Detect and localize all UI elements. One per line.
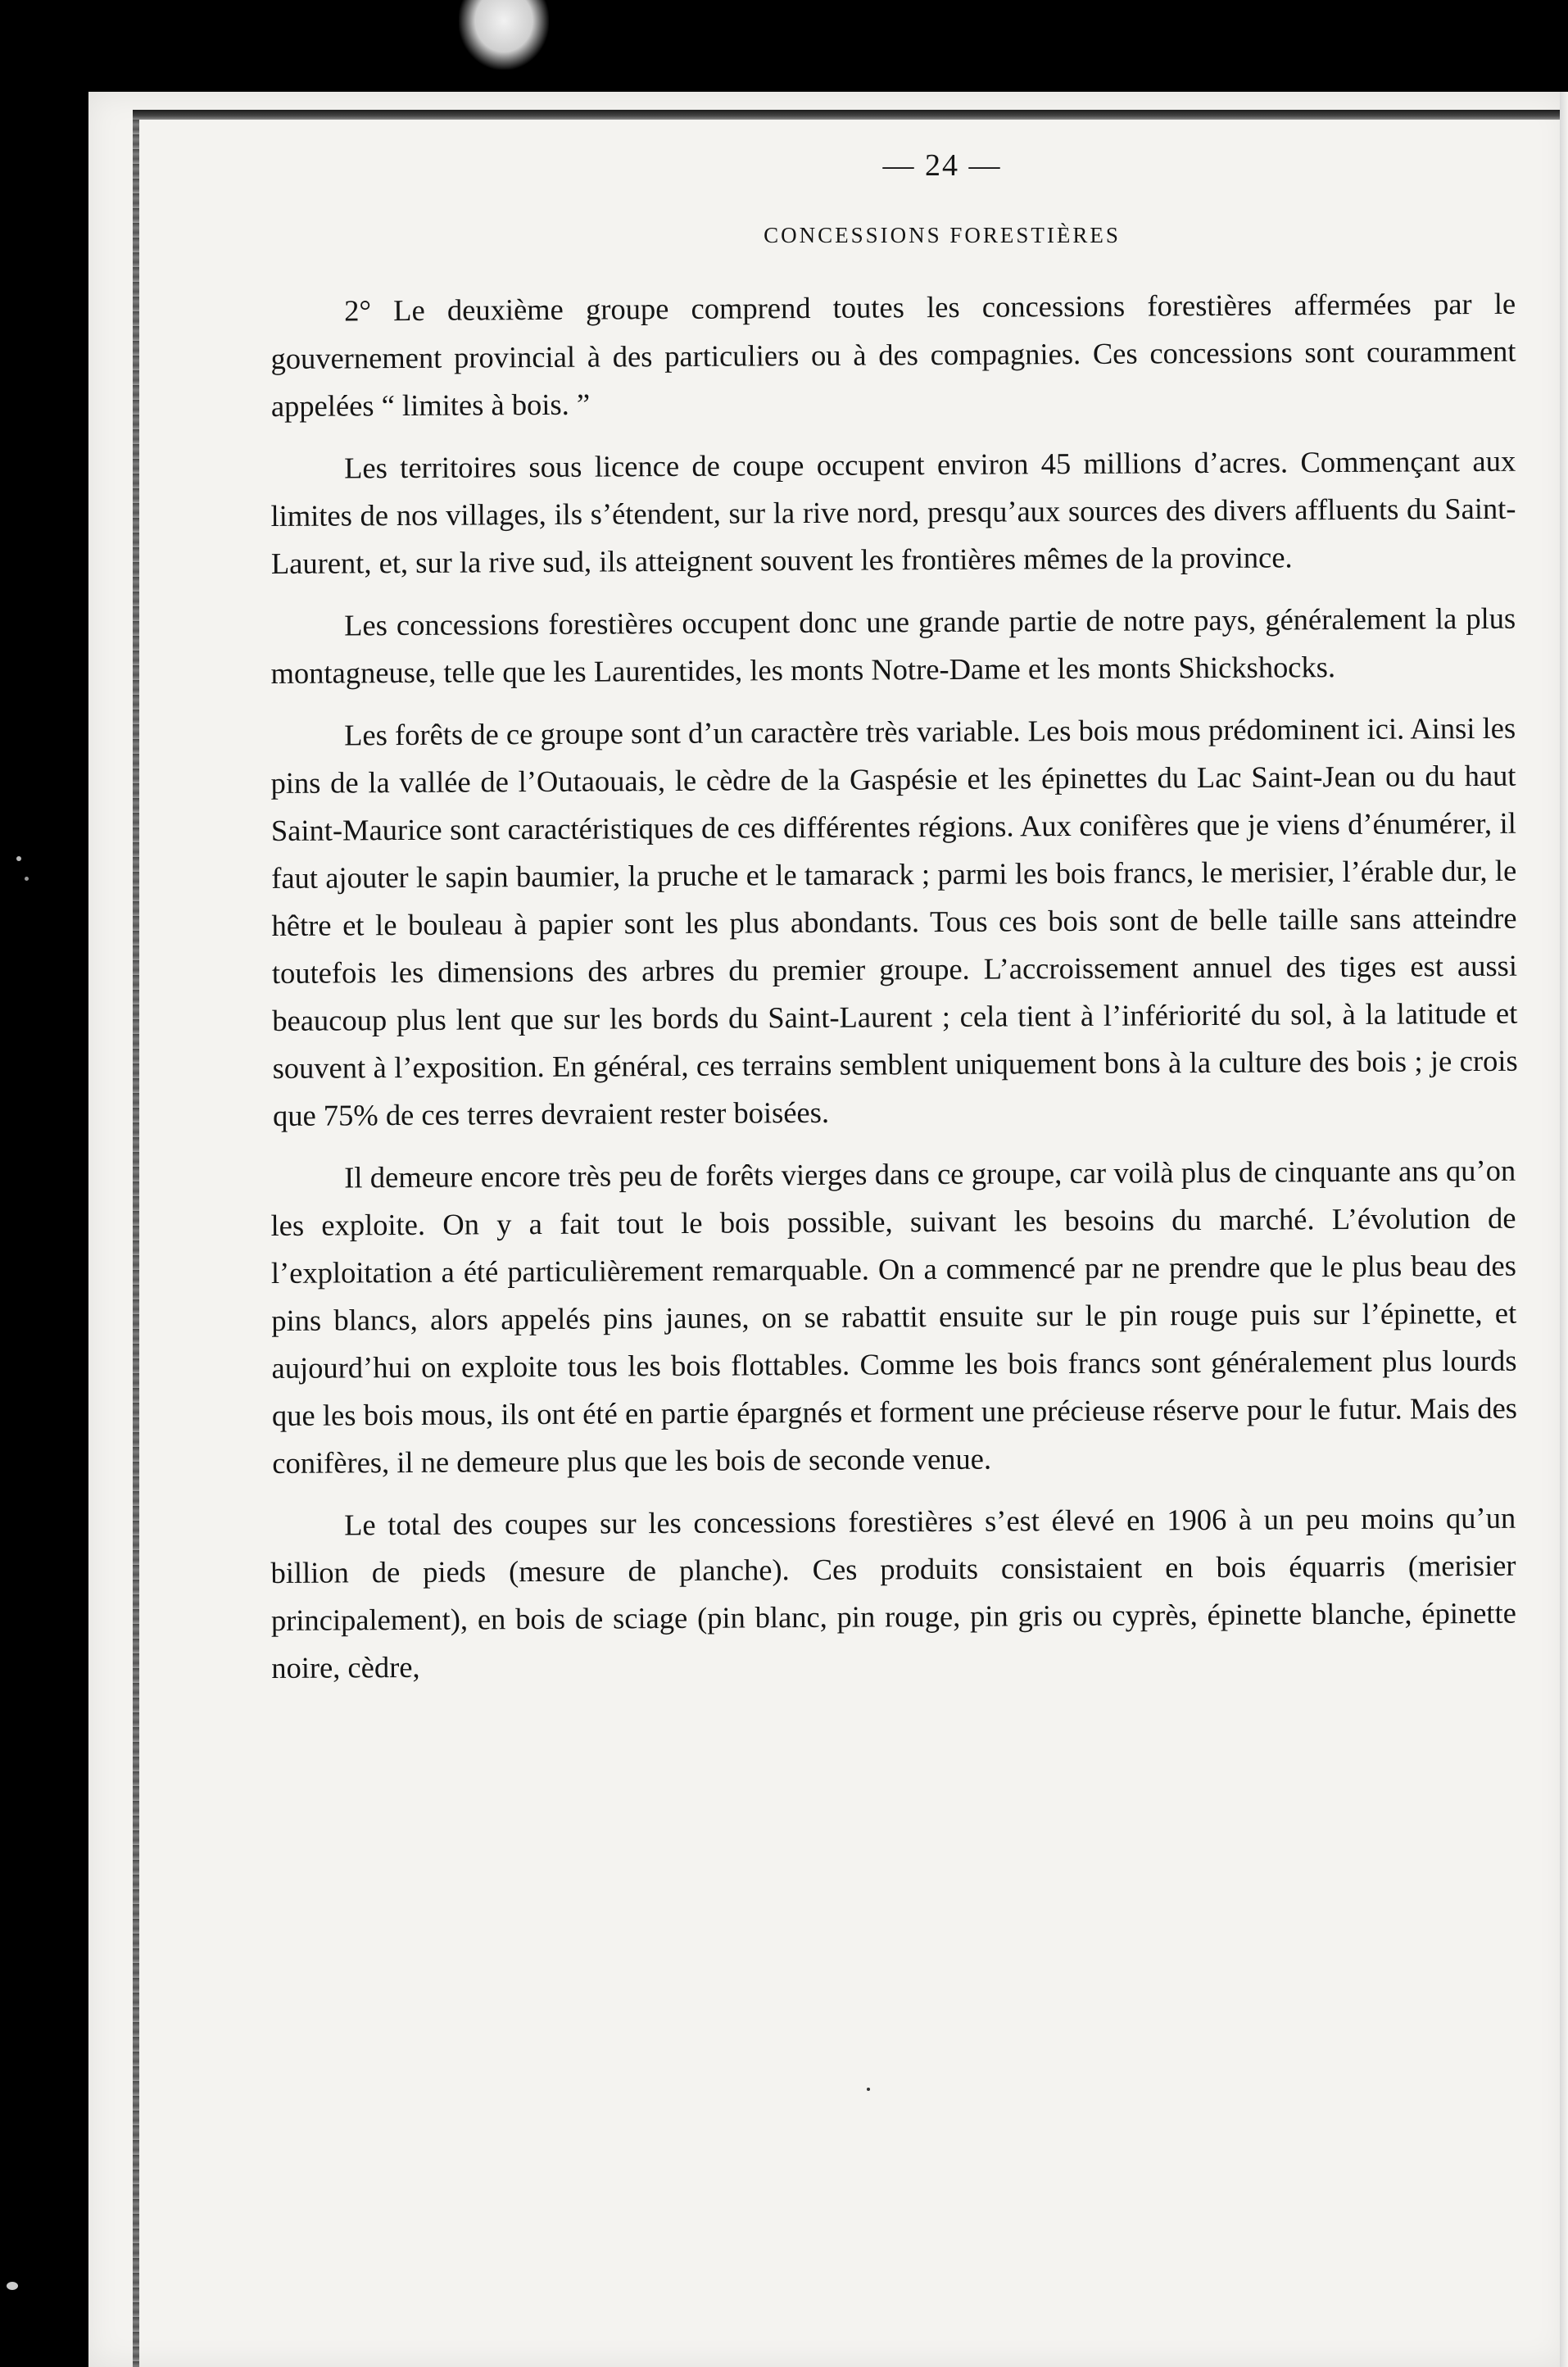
scan-speck <box>16 856 21 861</box>
paragraph-2: Les territoires sous licence de coupe occupent environ 45 millions d’acres. Commençant aux limites de nos villages, ils s’étendent, sur la rive nord, presqu’aux sources des divers affluents du Saint-Laurent, et, sur la rive sud, ils atteignent souvent les frontières mêmes de la province. <box>270 443 1516 580</box>
section-title: CONCESSIONS FORESTIÈRES <box>764 223 1121 247</box>
page-top-border <box>133 110 1568 120</box>
scan-speck <box>25 877 29 881</box>
page-number: — 24 — <box>882 148 1002 183</box>
page-right-edge <box>1560 92 1568 2367</box>
paragraph-6: Le total des coupes sur les concessions forestières s’est élevé en 1906 à un peu moins qu’un billion de pieds (mesure de planche). Ces produits consistaient en bois équarris (merisier principalement), en bois de sciage (pin blanc, pin rouge, pin gris ou cyprès, épinette blanche, épinette noire, cèdre, <box>270 1500 1516 1685</box>
scan-speck <box>867 2088 870 2091</box>
paragraph-5: Il demeure encore très peu de forêts vierges dans ce groupe, car voilà plus de cinquante ans qu’on les exploite. On y a fait tout le bois possible, suivant les besoins du marché. L’évolution de l’exploitation a été particulièrement remarquable. On a commencé par ne prendre que le plus beau des pins blancs, alors appelés pins jaunes, on se rabattit ensuite sur le pin rouge puis sur l’épinette, et aujourd’hui on exploite tous les bois flottables. Comme les bois francs sont généralement plus lourds que les bois mous, ils ont été en partie épargnés et forment une précieuse réserve pour le futur. Mais des conifères, il ne demeure plus que les bois de seconde venue. <box>270 1153 1518 1480</box>
paragraph-3: Les concessions forestières occupent donc une grande partie de notre pays, généralement la plus montagneuse, telle que les Laurentides, les monts Notre-Dame et les monts Shickshocks. <box>270 601 1516 690</box>
scan-speck <box>7 2282 18 2290</box>
page-binding-edge <box>133 120 139 2367</box>
scan-artifact <box>459 0 549 70</box>
page-content <box>270 147 1516 1707</box>
paragraph-4: Les forêts de ce groupe sont d’un caractère très variable. Les bois mous prédominent ici. Ainsi les pins de la vallée de l’Outaouais, le cèdre de la Gaspésie et les épinettes du Lac Saint-Jean ou du haut Saint-Maurice sont caractéristiques de ces différentes régions. Aux conifères que je viens d’énumérer, il faut ajouter le sapin baumier, la pruche et le tamarack ; parmi les bois francs, le merisier, l’érable dur, le hêtre et le bouleau à papier sont les plus abondants. Tous ces bois sont de belle taille sans atteindre toutefois les dimensions des arbres du premier groupe. L’accroissement annuel des tiges est aussi beaucoup plus lent que sur les bords du Saint-Laurent ; cela tient à l’infériorité du sol, à la latitude et souvent à l’exposition. En général, ces terrains semblent uniquement bons à la culture des bois ; je crois que 75% de ces terres devraient rester boisées. <box>270 710 1518 1132</box>
paragraph-1: 2° Le deuxième groupe comprend toutes les concessions forestières affermées par le gouvernement provincial à des particuliers ou à des compagnies. Ces concessions sont couramment appelées “ limites à bois. ” <box>270 286 1516 423</box>
